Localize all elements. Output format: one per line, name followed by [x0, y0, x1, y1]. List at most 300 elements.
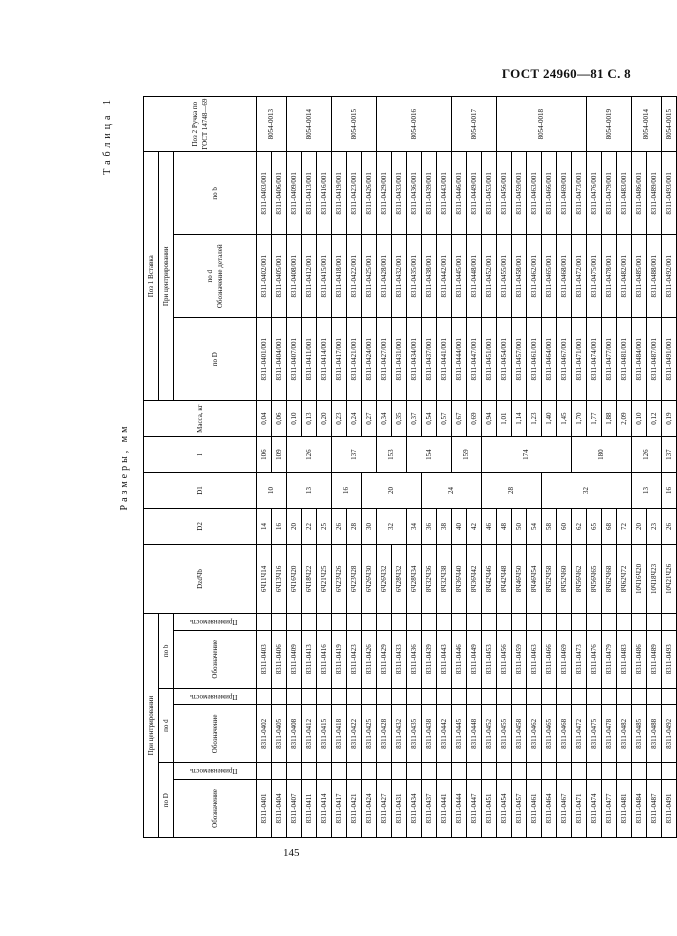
- cell-massa: 0,10: [287, 401, 302, 437]
- cell-insert-po-d: 8311-0418/001: [332, 235, 347, 318]
- cell-insert-po-d: 8311-0492/001: [662, 235, 677, 318]
- cell-massa: 0,23: [332, 401, 347, 437]
- cell-insert-po-b: 8311-0423/001: [347, 152, 362, 235]
- cell-oboznachenie-D: 8311-0474: [587, 779, 602, 837]
- cell-handle: 8054-0013: [257, 97, 287, 152]
- cell-D2: 65: [587, 508, 602, 544]
- cell-l: 153: [377, 437, 407, 473]
- cell-oboznachenie-b: 8311-0446: [452, 630, 467, 688]
- cell-insert-po-D: 8311-0491/001: [662, 318, 677, 401]
- cell-dzd: 8Ч62Ч72: [617, 544, 632, 613]
- cell-primenyaemost-d: [287, 688, 302, 705]
- cell-massa: 0,20: [317, 401, 332, 437]
- cell-oboznachenie-D: 8311-0424: [362, 779, 377, 837]
- cell-oboznachenie-D: 8311-0404: [272, 779, 287, 837]
- cell-oboznachenie-D: 8311-0431: [392, 779, 407, 837]
- cell-insert-po-D: 8311-0404/001: [272, 318, 287, 401]
- cell-oboznachenie-D: 8311-0444: [452, 779, 467, 837]
- cell-insert-po-D: 8311-0417/001: [332, 318, 347, 401]
- cell-insert-po-D: 8311-0451/001: [482, 318, 497, 401]
- cell-insert-po-b: 8311-0479/001: [602, 152, 617, 235]
- cell-oboznachenie-d: 8311-0448: [467, 705, 482, 763]
- cell-oboznachenie-D: 8311-0467: [557, 779, 572, 837]
- cell-primenyaemost-D: [572, 763, 587, 780]
- cell-insert-po-b: 8311-0466/001: [542, 152, 557, 235]
- cell-primenyaemost-b: [602, 614, 617, 631]
- cell-insert-po-d: 8311-0425/001: [362, 235, 377, 318]
- cell-D1: 16: [662, 473, 677, 509]
- cell-primenyaemost-D: [647, 763, 662, 780]
- cell-primenyaemost-D: [362, 763, 377, 780]
- table-caption: Таблица 1: [102, 96, 113, 175]
- cell-massa: 0,13: [302, 401, 317, 437]
- cell-oboznachenie-b: 8311-0473: [572, 630, 587, 688]
- cell-l: 174: [482, 437, 572, 473]
- cell-D2: 30: [362, 508, 377, 544]
- cell-oboznachenie-d: 8311-0428: [377, 705, 392, 763]
- cell-primenyaemost-b: [647, 614, 662, 631]
- cell-insert-po-d: 8311-0478/001: [602, 235, 617, 318]
- cell-primenyaemost-D: [542, 763, 557, 780]
- cell-massa: 1,77: [587, 401, 602, 437]
- cell-oboznachenie-b: 8311-0476: [587, 630, 602, 688]
- cell-primenyaemost-b: [317, 614, 332, 631]
- cell-l: 154: [407, 437, 452, 473]
- gost-table: [143, 96, 677, 838]
- cell-oboznachenie-b: 8311-0403: [257, 630, 272, 688]
- cell-dzd: 8Ч46Ч54: [527, 544, 542, 613]
- cell-primenyaemost-b: [302, 614, 317, 631]
- cell-insert-po-d: 8311-0445/001: [452, 235, 467, 318]
- cell-primenyaemost-D: [602, 763, 617, 780]
- cell-dzd: 6Ч26Ч30: [362, 544, 377, 613]
- cell-oboznachenie-D: 8311-0437: [422, 779, 437, 837]
- cell-oboznachenie-d: 8311-0412: [302, 705, 317, 763]
- cell-handle: 8054-0015: [662, 97, 677, 152]
- cell-oboznachenie-b: 8311-0456: [497, 630, 512, 688]
- cell-primenyaemost-D: [272, 763, 287, 780]
- cell-oboznachenie-b: 8311-0406: [272, 630, 287, 688]
- table-row: [572, 97, 587, 838]
- header-D2: D2: [144, 508, 257, 544]
- cell-l: 126: [287, 437, 332, 473]
- cell-oboznachenie-b: 8311-0489: [647, 630, 662, 688]
- cell-insert-po-d: 8311-0465/001: [542, 235, 557, 318]
- cell-dzd: 6Ч23Ч28: [347, 544, 362, 613]
- table-row: [332, 97, 347, 838]
- table-row: [662, 97, 677, 838]
- cell-primenyaemost-b: [257, 614, 272, 631]
- cell-D2: 14: [257, 508, 272, 544]
- cell-insert-po-b: 8311-0406/001: [272, 152, 287, 235]
- cell-primenyaemost-b: [497, 614, 512, 631]
- cell-insert-po-D: 8311-0454/001: [497, 318, 512, 401]
- cell-primenyaemost-d: [542, 688, 557, 705]
- cell-oboznachenie-b: 8311-0453: [482, 630, 497, 688]
- cell-oboznachenie-D: 8311-0407: [287, 779, 302, 837]
- cell-oboznachenie-D: 8311-0447: [467, 779, 482, 837]
- cell-oboznachenie-D: 8311-0434: [407, 779, 422, 837]
- cell-oboznachenie-d: 8311-0408: [287, 705, 302, 763]
- cell-oboznachenie-b: 8311-0469: [557, 630, 572, 688]
- cell-primenyaemost-D: [482, 763, 497, 780]
- cell-D1: 13: [287, 473, 332, 509]
- cell-primenyaemost-d: [587, 688, 602, 705]
- cell-primenyaemost-b: [482, 614, 497, 631]
- cell-massa: 2,09: [617, 401, 632, 437]
- cell-primenyaemost-d: [662, 688, 677, 705]
- cell-insert-po-d: 8311-0468/001: [557, 235, 572, 318]
- table-row: [452, 97, 467, 838]
- rotated-table-area: [96, 96, 673, 838]
- cell-primenyaemost-b: [347, 614, 362, 631]
- cell-massa: 1,70: [572, 401, 587, 437]
- cell-dzd: 8Ч42Ч48: [497, 544, 512, 613]
- header-poz2: Поз 2 Ручка по ГОСТ 14748—69: [144, 97, 257, 152]
- header-D1: D1: [144, 473, 257, 509]
- cell-primenyaemost-b: [467, 614, 482, 631]
- cell-oboznachenie-D: 8311-0441: [437, 779, 452, 837]
- cell-oboznachenie-b: 8311-0409: [287, 630, 302, 688]
- cell-insert-po-b: 8311-0483/001: [617, 152, 632, 235]
- cell-primenyaemost-d: [422, 688, 437, 705]
- cell-insert-po-D: 8311-0471/001: [572, 318, 587, 401]
- cell-insert-po-D: 8311-0447/001: [467, 318, 482, 401]
- cell-dzd: 6Ч28Ч34: [407, 544, 422, 613]
- cell-insert-po-D: 8311-0421/001: [347, 318, 362, 401]
- cell-handle: 8054-0019: [587, 97, 632, 152]
- cell-primenyaemost-d: [392, 688, 407, 705]
- cell-oboznachenie-d: 8311-0432: [392, 705, 407, 763]
- cell-oboznachenie-b: 8311-0413: [302, 630, 317, 688]
- cell-oboznachenie-D: 8311-0417: [332, 779, 347, 837]
- cell-primenyaemost-d: [437, 688, 452, 705]
- cell-dzd: 6Ч26Ч32: [377, 544, 392, 613]
- table-row: [377, 97, 392, 838]
- cell-l: 106: [257, 437, 272, 473]
- cell-D2: 25: [317, 508, 332, 544]
- cell-insert-po-D: 8311-0441/001: [437, 318, 452, 401]
- cell-insert-po-b: 8311-0433/001: [392, 152, 407, 235]
- cell-insert-po-d: 8311-0405/001: [272, 235, 287, 318]
- cell-D2: 34: [407, 508, 422, 544]
- cell-primenyaemost-d: [497, 688, 512, 705]
- cell-primenyaemost-D: [392, 763, 407, 780]
- cell-insert-po-D: 8311-0464/001: [542, 318, 557, 401]
- cell-oboznachenie-b: 8311-0479: [602, 630, 617, 688]
- cell-insert-po-b: 8311-0486/001: [632, 152, 647, 235]
- header-insert-po-D: по D: [174, 318, 257, 401]
- cell-dzd: 8Ч56Ч65: [587, 544, 602, 613]
- header-po-D: по D: [159, 763, 174, 838]
- cell-insert-po-d: 8311-0415/001: [317, 235, 332, 318]
- cell-primenyaemost-d: [347, 688, 362, 705]
- cell-D2: 68: [602, 508, 617, 544]
- cell-insert-po-d: 8311-0485/001: [632, 235, 647, 318]
- cell-massa: 0,06: [272, 401, 287, 437]
- cell-insert-po-d: 8311-0455/001: [497, 235, 512, 318]
- cell-oboznachenie-b: 8311-0436: [407, 630, 422, 688]
- cell-insert-po-d: 8311-0408/001: [287, 235, 302, 318]
- cell-oboznachenie-d: 8311-0468: [557, 705, 572, 763]
- cell-oboznachenie-b: 8311-0429: [377, 630, 392, 688]
- cell-insert-po-D: 8311-0407/001: [287, 318, 302, 401]
- cell-massa: 1,14: [512, 401, 527, 437]
- cell-insert-po-D: 8311-0434/001: [407, 318, 422, 401]
- cell-dzd: 10Ч16Ч20: [632, 544, 647, 613]
- cell-handle: 8054-0016: [377, 97, 452, 152]
- cell-oboznachenie-d: 8311-0402: [257, 705, 272, 763]
- table-row: [257, 97, 272, 838]
- cell-massa: 0,67: [452, 401, 467, 437]
- cell-massa: 0,37: [407, 401, 422, 437]
- cell-handle: 8054-0015: [332, 97, 377, 152]
- cell-primenyaemost-D: [422, 763, 437, 780]
- cell-insert-po-d: 8311-0432/001: [392, 235, 407, 318]
- cell-insert-po-d: 8311-0422/001: [347, 235, 362, 318]
- cell-D2: 48: [497, 508, 512, 544]
- cell-dzd: 6Ч11Ч14: [257, 544, 272, 613]
- cell-oboznachenie-d: 8311-0445: [452, 705, 467, 763]
- cell-D2: 36: [422, 508, 437, 544]
- cell-oboznachenie-d: 8311-0405: [272, 705, 287, 763]
- cell-insert-po-d: 8311-0448/001: [467, 235, 482, 318]
- cell-primenyaemost-D: [452, 763, 467, 780]
- cell-insert-po-b: 8311-0419/001: [332, 152, 347, 235]
- cell-oboznachenie-D: 8311-0464: [542, 779, 557, 837]
- cell-massa: 0,69: [467, 401, 482, 437]
- cell-primenyaemost-D: [377, 763, 392, 780]
- cell-oboznachenie-b: 8311-0483: [617, 630, 632, 688]
- cell-oboznachenie-b: 8311-0426: [362, 630, 377, 688]
- cell-oboznachenie-d: 8311-0458: [512, 705, 527, 763]
- cell-insert-po-d: 8311-0402/001: [257, 235, 272, 318]
- cell-primenyaemost-d: [377, 688, 392, 705]
- cell-insert-po-b: 8311-0456/001: [497, 152, 512, 235]
- cell-massa: 0,24: [347, 401, 362, 437]
- cell-oboznachenie-D: 8311-0477: [602, 779, 617, 837]
- cell-D2: 22: [302, 508, 317, 544]
- header-primenyaemost-b: Применяемость: [174, 614, 257, 631]
- cell-insert-po-D: 8311-0461/001: [527, 318, 542, 401]
- cell-insert-po-b: 8311-0413/001: [302, 152, 317, 235]
- cell-primenyaemost-D: [632, 763, 647, 780]
- cell-D1: 20: [362, 473, 422, 509]
- cell-insert-po-b: 8311-0426/001: [362, 152, 377, 235]
- cell-dzd: 6Ч21Ч25: [317, 544, 332, 613]
- cell-insert-po-d: 8311-0452/001: [482, 235, 497, 318]
- cell-oboznachenie-d: 8311-0462: [527, 705, 542, 763]
- cell-D2: 46: [482, 508, 497, 544]
- cell-primenyaemost-b: [437, 614, 452, 631]
- cell-dzd: 8Ч52Ч60: [557, 544, 572, 613]
- cell-oboznachenie-D: 8311-0454: [497, 779, 512, 837]
- cell-massa: 0,04: [257, 401, 272, 437]
- cell-oboznachenie-b: 8311-0416: [317, 630, 332, 688]
- cell-dzd: 10Ч18Ч23: [647, 544, 662, 613]
- cell-primenyaemost-d: [407, 688, 422, 705]
- cell-dzd: 10Ч21Ч26: [662, 544, 677, 613]
- cell-D2: 58: [542, 508, 557, 544]
- cell-oboznachenie-b: 8311-0493: [662, 630, 677, 688]
- cell-insert-po-D: 8311-0487/001: [647, 318, 662, 401]
- cell-oboznachenie-D: 8311-0484: [632, 779, 647, 837]
- cell-D2: 28: [347, 508, 362, 544]
- cell-D1: 24: [422, 473, 482, 509]
- header-pri-centrirovanii-2: При центрировании: [159, 152, 174, 401]
- cell-insert-po-b: 8311-0443/001: [437, 152, 452, 235]
- cell-oboznachenie-b: 8311-0439: [422, 630, 437, 688]
- cell-primenyaemost-D: [527, 763, 542, 780]
- cell-oboznachenie-b: 8311-0443: [437, 630, 452, 688]
- cell-primenyaemost-b: [527, 614, 542, 631]
- header-poz1: Поз 1 Вставка: [144, 152, 159, 401]
- cell-oboznachenie-d: 8311-0465: [542, 705, 557, 763]
- cell-insert-po-d: 8311-0412/001: [302, 235, 317, 318]
- cell-massa: 1,88: [602, 401, 617, 437]
- cell-massa: 1,01: [497, 401, 512, 437]
- cell-primenyaemost-D: [662, 763, 677, 780]
- cell-massa: 0,35: [392, 401, 407, 437]
- cell-insert-po-b: 8311-0409/001: [287, 152, 302, 235]
- cell-insert-po-D: 8311-0427/001: [377, 318, 392, 401]
- header-po-b: по b: [159, 614, 174, 689]
- cell-primenyaemost-d: [647, 688, 662, 705]
- cell-oboznachenie-d: 8311-0438: [422, 705, 437, 763]
- cell-insert-po-D: 8311-0457/001: [512, 318, 527, 401]
- cell-primenyaemost-b: [392, 614, 407, 631]
- cell-D2: 54: [527, 508, 542, 544]
- cell-primenyaemost-b: [272, 614, 287, 631]
- cell-primenyaemost-d: [632, 688, 647, 705]
- cell-dzd: 8Ч62Ч68: [602, 544, 617, 613]
- cell-massa: 0,10: [632, 401, 647, 437]
- cell-primenyaemost-b: [632, 614, 647, 631]
- cell-insert-po-d: 8311-0472/001: [572, 235, 587, 318]
- page-number: 145: [283, 847, 300, 859]
- cell-insert-po-d: 8311-0488/001: [647, 235, 662, 318]
- cell-primenyaemost-d: [617, 688, 632, 705]
- cell-insert-po-b: 8311-0436/001: [407, 152, 422, 235]
- cell-oboznachenie-d: 8311-0488: [647, 705, 662, 763]
- cell-primenyaemost-b: [572, 614, 587, 631]
- cell-D2: 38: [437, 508, 452, 544]
- cell-oboznachenie-D: 8311-0401: [257, 779, 272, 837]
- cell-oboznachenie-d: 8311-0472: [572, 705, 587, 763]
- cell-primenyaemost-D: [317, 763, 332, 780]
- cell-primenyaemost-D: [347, 763, 362, 780]
- table-row: [482, 97, 497, 838]
- cell-insert-po-D: 8311-0437/001: [422, 318, 437, 401]
- cell-insert-po-D: 8311-0467/001: [557, 318, 572, 401]
- cell-oboznachenie-d: 8311-0442: [437, 705, 452, 763]
- cell-handle: 8054-0014: [287, 97, 332, 152]
- cell-massa: 0,54: [422, 401, 437, 437]
- cell-oboznachenie-d: 8311-0478: [602, 705, 617, 763]
- cell-dzd: 8Ч36Ч40: [452, 544, 467, 613]
- cell-oboznachenie-D: 8311-0427: [377, 779, 392, 837]
- header-dzd: DzdЧb: [144, 544, 257, 613]
- cell-primenyaemost-d: [527, 688, 542, 705]
- cell-D2: 72: [617, 508, 632, 544]
- cell-dzd: 8Ч42Ч46: [482, 544, 497, 613]
- cell-D2: 20: [632, 508, 647, 544]
- cell-primenyaemost-D: [287, 763, 302, 780]
- cell-D2: 16: [272, 508, 287, 544]
- cell-primenyaemost-b: [407, 614, 422, 631]
- cell-primenyaemost-D: [302, 763, 317, 780]
- cell-insert-po-D: 8311-0474/001: [587, 318, 602, 401]
- cell-primenyaemost-D: [407, 763, 422, 780]
- table-body: [257, 97, 677, 838]
- cell-primenyaemost-D: [557, 763, 572, 780]
- cell-dzd: 8Ч32Ч38: [437, 544, 452, 613]
- cell-primenyaemost-d: [572, 688, 587, 705]
- cell-D2: 42: [467, 508, 482, 544]
- cell-oboznachenie-d: 8311-0455: [497, 705, 512, 763]
- cell-oboznachenie-D: 8311-0451: [482, 779, 497, 837]
- cell-primenyaemost-d: [602, 688, 617, 705]
- cell-oboznachenie-d: 8311-0482: [617, 705, 632, 763]
- cell-handle: 8054-0014: [632, 97, 662, 152]
- table-row: [407, 97, 422, 838]
- cell-oboznachenie-D: 8311-0461: [527, 779, 542, 837]
- cell-insert-po-b: 8311-0403/001: [257, 152, 272, 235]
- cell-primenyaemost-d: [452, 688, 467, 705]
- cell-dzd: 6Ч28Ч32: [392, 544, 407, 613]
- cell-primenyaemost-d: [512, 688, 527, 705]
- cell-primenyaemost-b: [377, 614, 392, 631]
- cell-oboznachenie-D: 8311-0487: [647, 779, 662, 837]
- cell-insert-po-D: 8311-0411/001: [302, 318, 317, 401]
- cell-oboznachenie-b: 8311-0433: [392, 630, 407, 688]
- cell-oboznachenie-d: 8311-0425: [362, 705, 377, 763]
- cell-insert-po-D: 8311-0477/001: [602, 318, 617, 401]
- cell-dzd: 8Ч56Ч62: [572, 544, 587, 613]
- cell-oboznachenie-D: 8311-0471: [572, 779, 587, 837]
- cell-insert-po-d: 8311-0475/001: [587, 235, 602, 318]
- cell-insert-po-d: 8311-0442/001: [437, 235, 452, 318]
- cell-oboznachenie-b: 8311-0423: [347, 630, 362, 688]
- cell-l: 137: [662, 437, 677, 473]
- cell-D1: 32: [542, 473, 632, 509]
- cell-insert-po-b: 8311-0476/001: [587, 152, 602, 235]
- cell-insert-po-b: 8311-0489/001: [647, 152, 662, 235]
- cell-D2: 50: [512, 508, 527, 544]
- cell-oboznachenie-d: 8311-0435: [407, 705, 422, 763]
- cell-primenyaemost-d: [272, 688, 287, 705]
- cell-dzd: 6Ч16Ч20: [287, 544, 302, 613]
- cell-insert-po-b: 8311-0416/001: [317, 152, 332, 235]
- table-row: [272, 97, 287, 838]
- header-insert-po-d: по d Обозначение деталей: [174, 235, 257, 318]
- cell-primenyaemost-b: [587, 614, 602, 631]
- cell-oboznachenie-D: 8311-0481: [617, 779, 632, 837]
- cell-primenyaemost-b: [362, 614, 377, 631]
- cell-dzd: 8Ч52Ч58: [542, 544, 557, 613]
- cell-dzd: 8Ч32Ч36: [422, 544, 437, 613]
- header-oboznachenie-D: Обозначение: [174, 779, 257, 837]
- cell-insert-po-D: 8311-0431/001: [392, 318, 407, 401]
- cell-insert-po-D: 8311-0414/001: [317, 318, 332, 401]
- cell-primenyaemost-b: [542, 614, 557, 631]
- cell-dzd: 8Ч36Ч42: [467, 544, 482, 613]
- cell-oboznachenie-b: 8311-0419: [332, 630, 347, 688]
- cell-handle: 8054-0018: [497, 97, 587, 152]
- cell-insert-po-D: 8311-0444/001: [452, 318, 467, 401]
- cell-massa: 0,34: [377, 401, 392, 437]
- cell-oboznachenie-d: 8311-0485: [632, 705, 647, 763]
